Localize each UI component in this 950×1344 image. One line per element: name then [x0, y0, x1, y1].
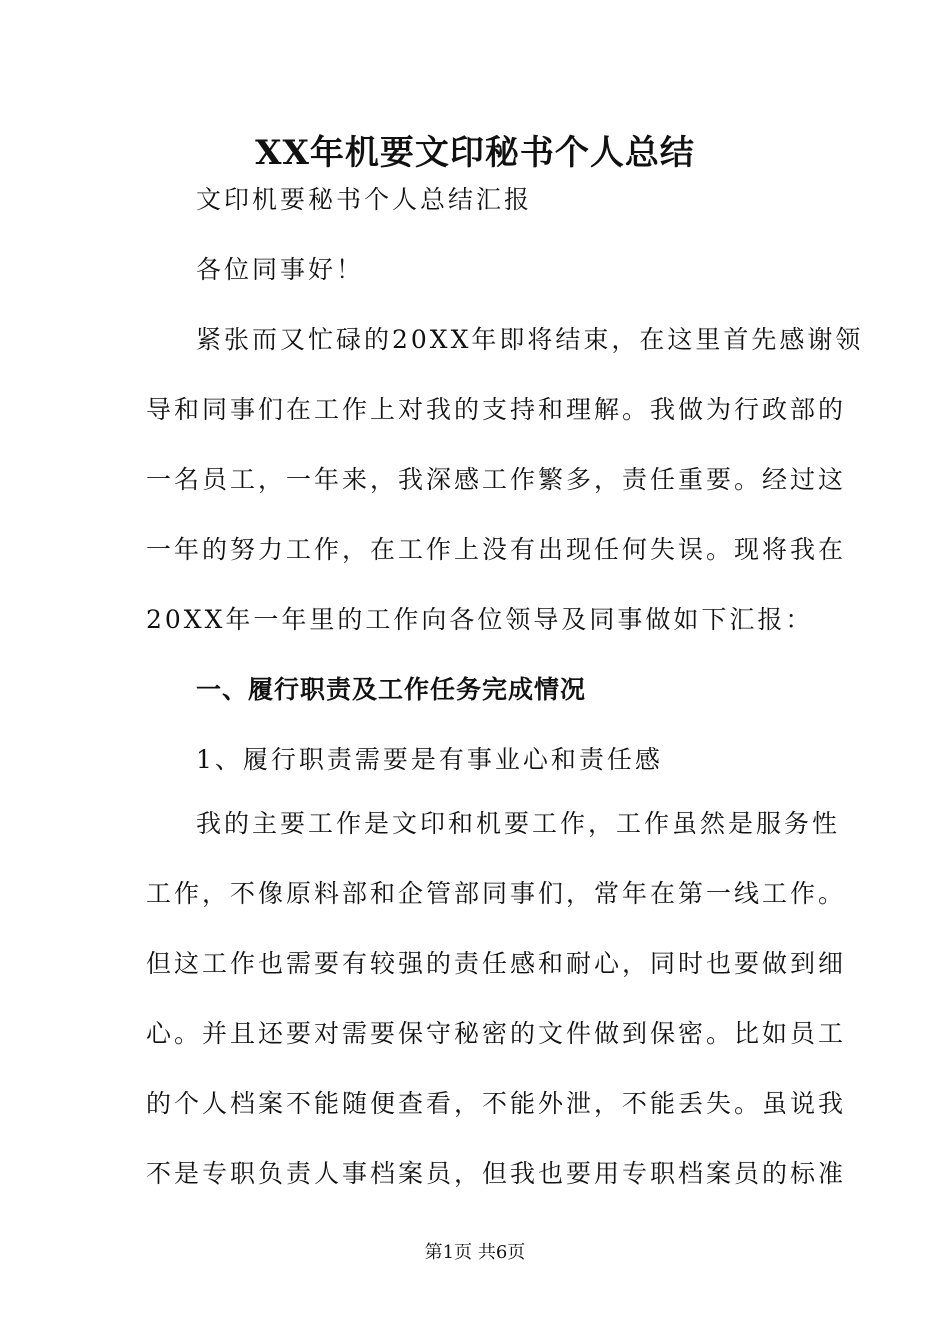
paragraph-line: 导和同事们在工作上对我的支持和理解。我做为行政部的 [146, 395, 847, 424]
paragraph-line: 一名员工，一年来，我深感工作繁多，责任重要。经过这 [146, 465, 847, 494]
paragraph-line: 一年的努力工作，在工作上没有出现任何失误。现将我在 [146, 535, 847, 564]
paragraph-line: 心。并且还要对需要保守秘密的文件做到保密。比如员工 [146, 1019, 847, 1048]
greeting-line: 各位同事好！ [196, 255, 365, 284]
subtitle-line: 文印机要秘书个人总结汇报 [196, 185, 533, 214]
document-title: XX年机要文印秘书个人总结 [255, 133, 695, 173]
section-heading: 一、履行职责及工作任务完成情况 [196, 675, 587, 704]
paragraph-line: 紧张而又忙碌的20XX年即将结束，在这里首先感谢领 [196, 325, 864, 354]
paragraph-line: 我的主要工作是文印和机要工作，工作虽然是服务性 [196, 809, 841, 838]
page-footer: 第1页 共6页 [424, 1242, 526, 1263]
subsection-heading: 1、履行职责需要是有事业心和责任感 [196, 745, 663, 774]
paragraph-line: 不是专职负责人事档案员，但我也要用专职档案员的标准 [146, 1159, 847, 1188]
paragraph-line: 工作，不像原料部和企管部同事们，常年在第一线工作。 [146, 879, 847, 908]
paragraph-line: 20XX年一年里的工作向各位领导及同事做如下汇报： [146, 605, 814, 634]
paragraph-line: 的个人档案不能随便查看，不能外泄，不能丢失。虽说我 [146, 1089, 847, 1118]
paragraph-line: 但这工作也需要有较强的责任感和耐心，同时也要做到细 [146, 949, 847, 978]
